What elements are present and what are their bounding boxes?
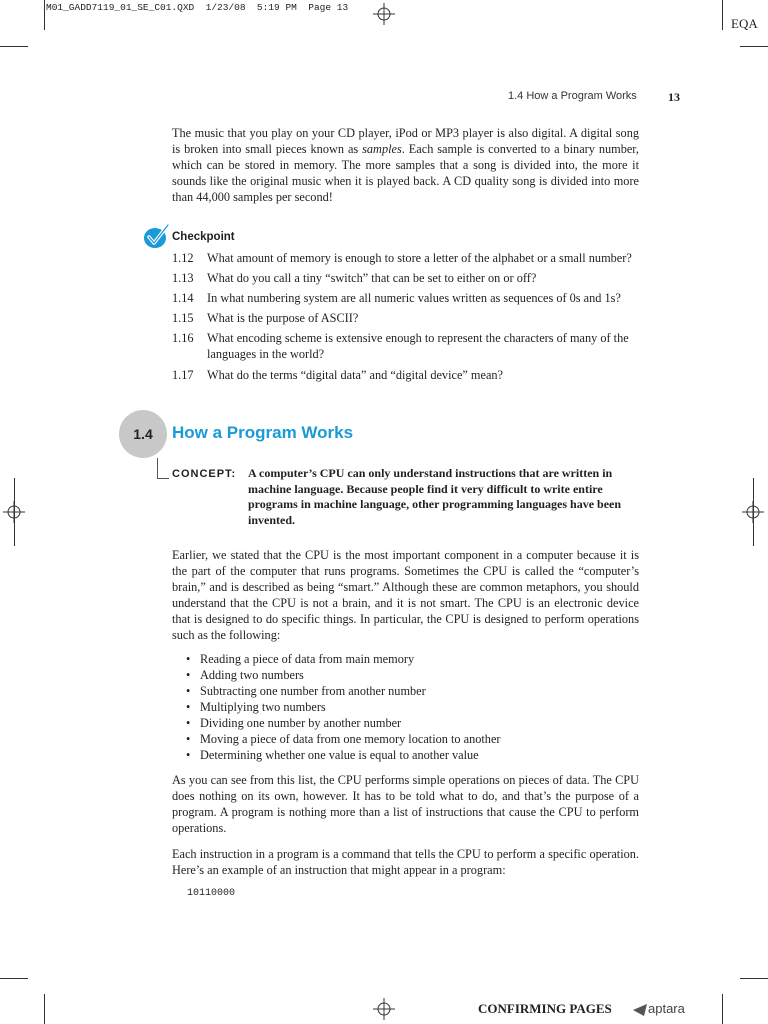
list-item: • Adding two numbers	[186, 667, 501, 683]
checkpoint-item	[172, 250, 642, 266]
checkpoint-number: 1.12	[172, 251, 194, 265]
printer-slug: M01_GADD7119_01_SE_C01.QXD 1/23/08 5:19 PM Page 13	[46, 2, 349, 13]
checkpoint-item	[172, 290, 642, 306]
body-paragraph: As you can see from this list, the CPU performs simple operations on pieces of data. The CPU does nothing on its own, however. It has to be told what to do, and that’s the purpose of a program. A program is nothing more than a list of instructions that cause the CPU to perform operations.	[172, 773, 639, 835]
concept-label: CONCEPT:	[172, 468, 237, 480]
checkpoint-question: In what numbering system are all numeric values written as sequences of 0s and 1s?	[207, 291, 621, 305]
list-item: • Dividing one number by another number	[186, 715, 501, 731]
confirming-pages-label: CONFIRMING PAGES	[478, 1001, 612, 1016]
checkpoint-number: 1.15	[172, 311, 194, 325]
intro-text-start: The music that you play on your CD player, iPod or MP3 player is also digital. A digital song is broken into small pieces known as	[172, 126, 639, 156]
crop-mark	[740, 978, 768, 979]
section-number-badge: 1.4	[119, 410, 167, 458]
checkpoint-item	[172, 270, 642, 286]
checkpoint-question: What do the terms “digital data” and “digital device” mean?	[207, 368, 504, 382]
intro-emphasis: samples	[362, 142, 402, 156]
crop-mark	[0, 46, 28, 47]
list-item: • Multiplying two numbers	[186, 699, 501, 715]
registration-mark-icon	[373, 998, 395, 1020]
checkpoint-title: Checkpoint	[172, 231, 235, 243]
checkpoint-question: What do you call a tiny “switch” that can be set to either on or off?	[207, 271, 537, 285]
body-paragraph: Each instruction in a program is a command that tells the CPU to perform a specific operation. Here’s an example of an instruction that might appear in a program:	[172, 847, 639, 877]
running-head: 1.4 How a Program Works	[508, 90, 637, 102]
list-item: • Moving a piece of data from one memory location to another	[186, 731, 501, 747]
aptara-logo-icon	[633, 1004, 647, 1016]
crop-mark	[722, 0, 723, 30]
registration-mark-icon	[373, 3, 395, 25]
body-paragraph: Earlier, we stated that the CPU is the most important component in a computer because it is the part of the computer that runs programs. Sometimes the CPU is called the “computer’s brain,” and is described as being “smart.” Although these are common metaphors, you should understand that the CPU is not a brain, and it is not smart. The CPU is an electronic device that is designed to do specific things. In particular, the CPU is designed to perform operations such as the following:	[172, 548, 639, 642]
concept-bracket	[157, 458, 158, 479]
list-item: • Reading a piece of data from main memory	[186, 651, 501, 667]
checkpoint-number: 1.16	[172, 331, 194, 345]
page-number: 13	[668, 90, 680, 104]
section-title: How a Program Works	[172, 423, 354, 442]
checkpoint-question: What is the purpose of ASCII?	[207, 311, 359, 325]
crop-mark	[722, 994, 723, 1024]
eqa-mark: EQA	[731, 16, 758, 31]
checkpoint-number: 1.17	[172, 368, 194, 382]
checkpoint-item	[172, 330, 642, 362]
crop-mark	[740, 46, 768, 47]
concept-bracket	[157, 478, 169, 479]
list-item: • Subtracting one number from another number	[186, 683, 501, 699]
aptara-brand: aptara	[648, 1001, 685, 1016]
crop-mark	[44, 0, 45, 30]
crop-mark	[44, 994, 45, 1024]
checkpoint-icon	[141, 222, 171, 250]
checkpoint-question: What amount of memory is enough to store a letter of the alphabet or a small number?	[207, 251, 632, 265]
crop-mark	[0, 978, 28, 979]
list-item: • Determining whether one value is equal to another value	[186, 747, 501, 763]
crop-mark	[753, 478, 754, 546]
intro-paragraph	[172, 125, 639, 205]
operations-list	[186, 651, 501, 763]
checkpoint-question: What encoding scheme is extensive enough to represent the characters of many of the languages in the world?	[207, 331, 629, 361]
code-example: 10110000	[187, 888, 236, 899]
crop-mark	[14, 478, 15, 546]
checkpoint-item	[172, 310, 642, 326]
checkpoint-item	[172, 367, 642, 383]
checkpoint-number: 1.14	[172, 291, 194, 305]
intro-text-end: . Each sample is converted to a binary number, which can be stored in memory. The more samples that a song is divided into, the more it sounds like the original music when it is played back. A CD quality song is divided into more than 44,000 samples per second!	[172, 142, 639, 204]
concept-text: A computer’s CPU can only understand instructions that are written in machine language. Because people find it very difficult to write entire programs in machine language, other programming languages have been invented.	[248, 466, 622, 527]
checkpoint-number: 1.13	[172, 271, 194, 285]
